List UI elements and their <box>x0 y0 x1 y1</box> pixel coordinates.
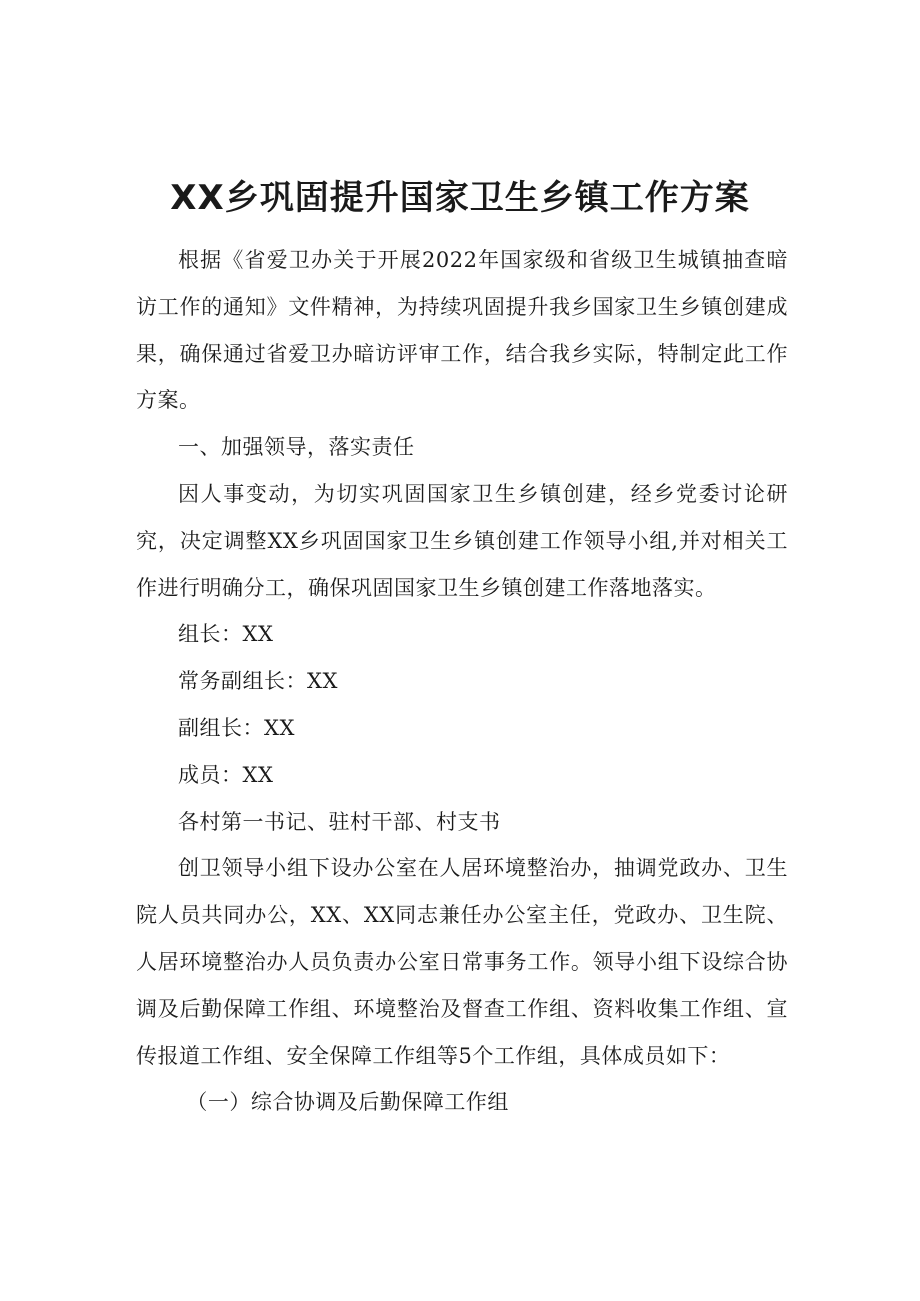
members-line: 成员：XX <box>178 762 274 787</box>
document-title: XX乡巩固提升国家卫生乡镇工作方案 <box>170 178 750 218</box>
subsection-heading-1: （一）综合协调及后勤保障工作组 <box>186 1090 509 1115</box>
leadership-paragraph: 因人事变动，为切实巩固国家卫生乡镇创建，经乡党委讨论研究，决定调整XX乡巩固国家卫生乡镇创建工作领导小组,并对相关工作进行明确分工，确保巩固国家卫生乡镇创建工作落地落实。 <box>136 481 788 600</box>
group-leader-line: 组长：XX <box>178 622 274 647</box>
document-body <box>136 237 788 1126</box>
executive-deputy-leader-line: 常务副组长：XX <box>178 669 338 694</box>
section-heading-1: 一、加强领导，落实责任 <box>178 435 415 460</box>
deputy-leader-line: 副组长：XX <box>178 715 295 740</box>
village-members-line: 各村第一书记、驻村干部、村支书 <box>178 809 501 834</box>
office-paragraph: 创卫领导小组下设办公室在人居环境整治办，抽调党政办、卫生院人员共同办公，XX、XX同志兼任办公室主任，党政办、卫生院、人居环境整治办人员负责办公室日常事务工作。领导小组下设综合协调及后勤保障工作组、环境整治及督查工作组、资料收集工作组、宣传报道工作组、安全保障工作组等5个工作组，具体成员如下： <box>136 856 788 1068</box>
intro-paragraph: 根据《省爱卫办关于开展2022年国家级和省级卫生城镇抽查暗访工作的通知》文件精神，为持续巩固提升我乡国家卫生乡镇创建成果，确保通过省爱卫办暗访评审工作，结合我乡实际，特制定此工作方案。 <box>136 248 788 413</box>
